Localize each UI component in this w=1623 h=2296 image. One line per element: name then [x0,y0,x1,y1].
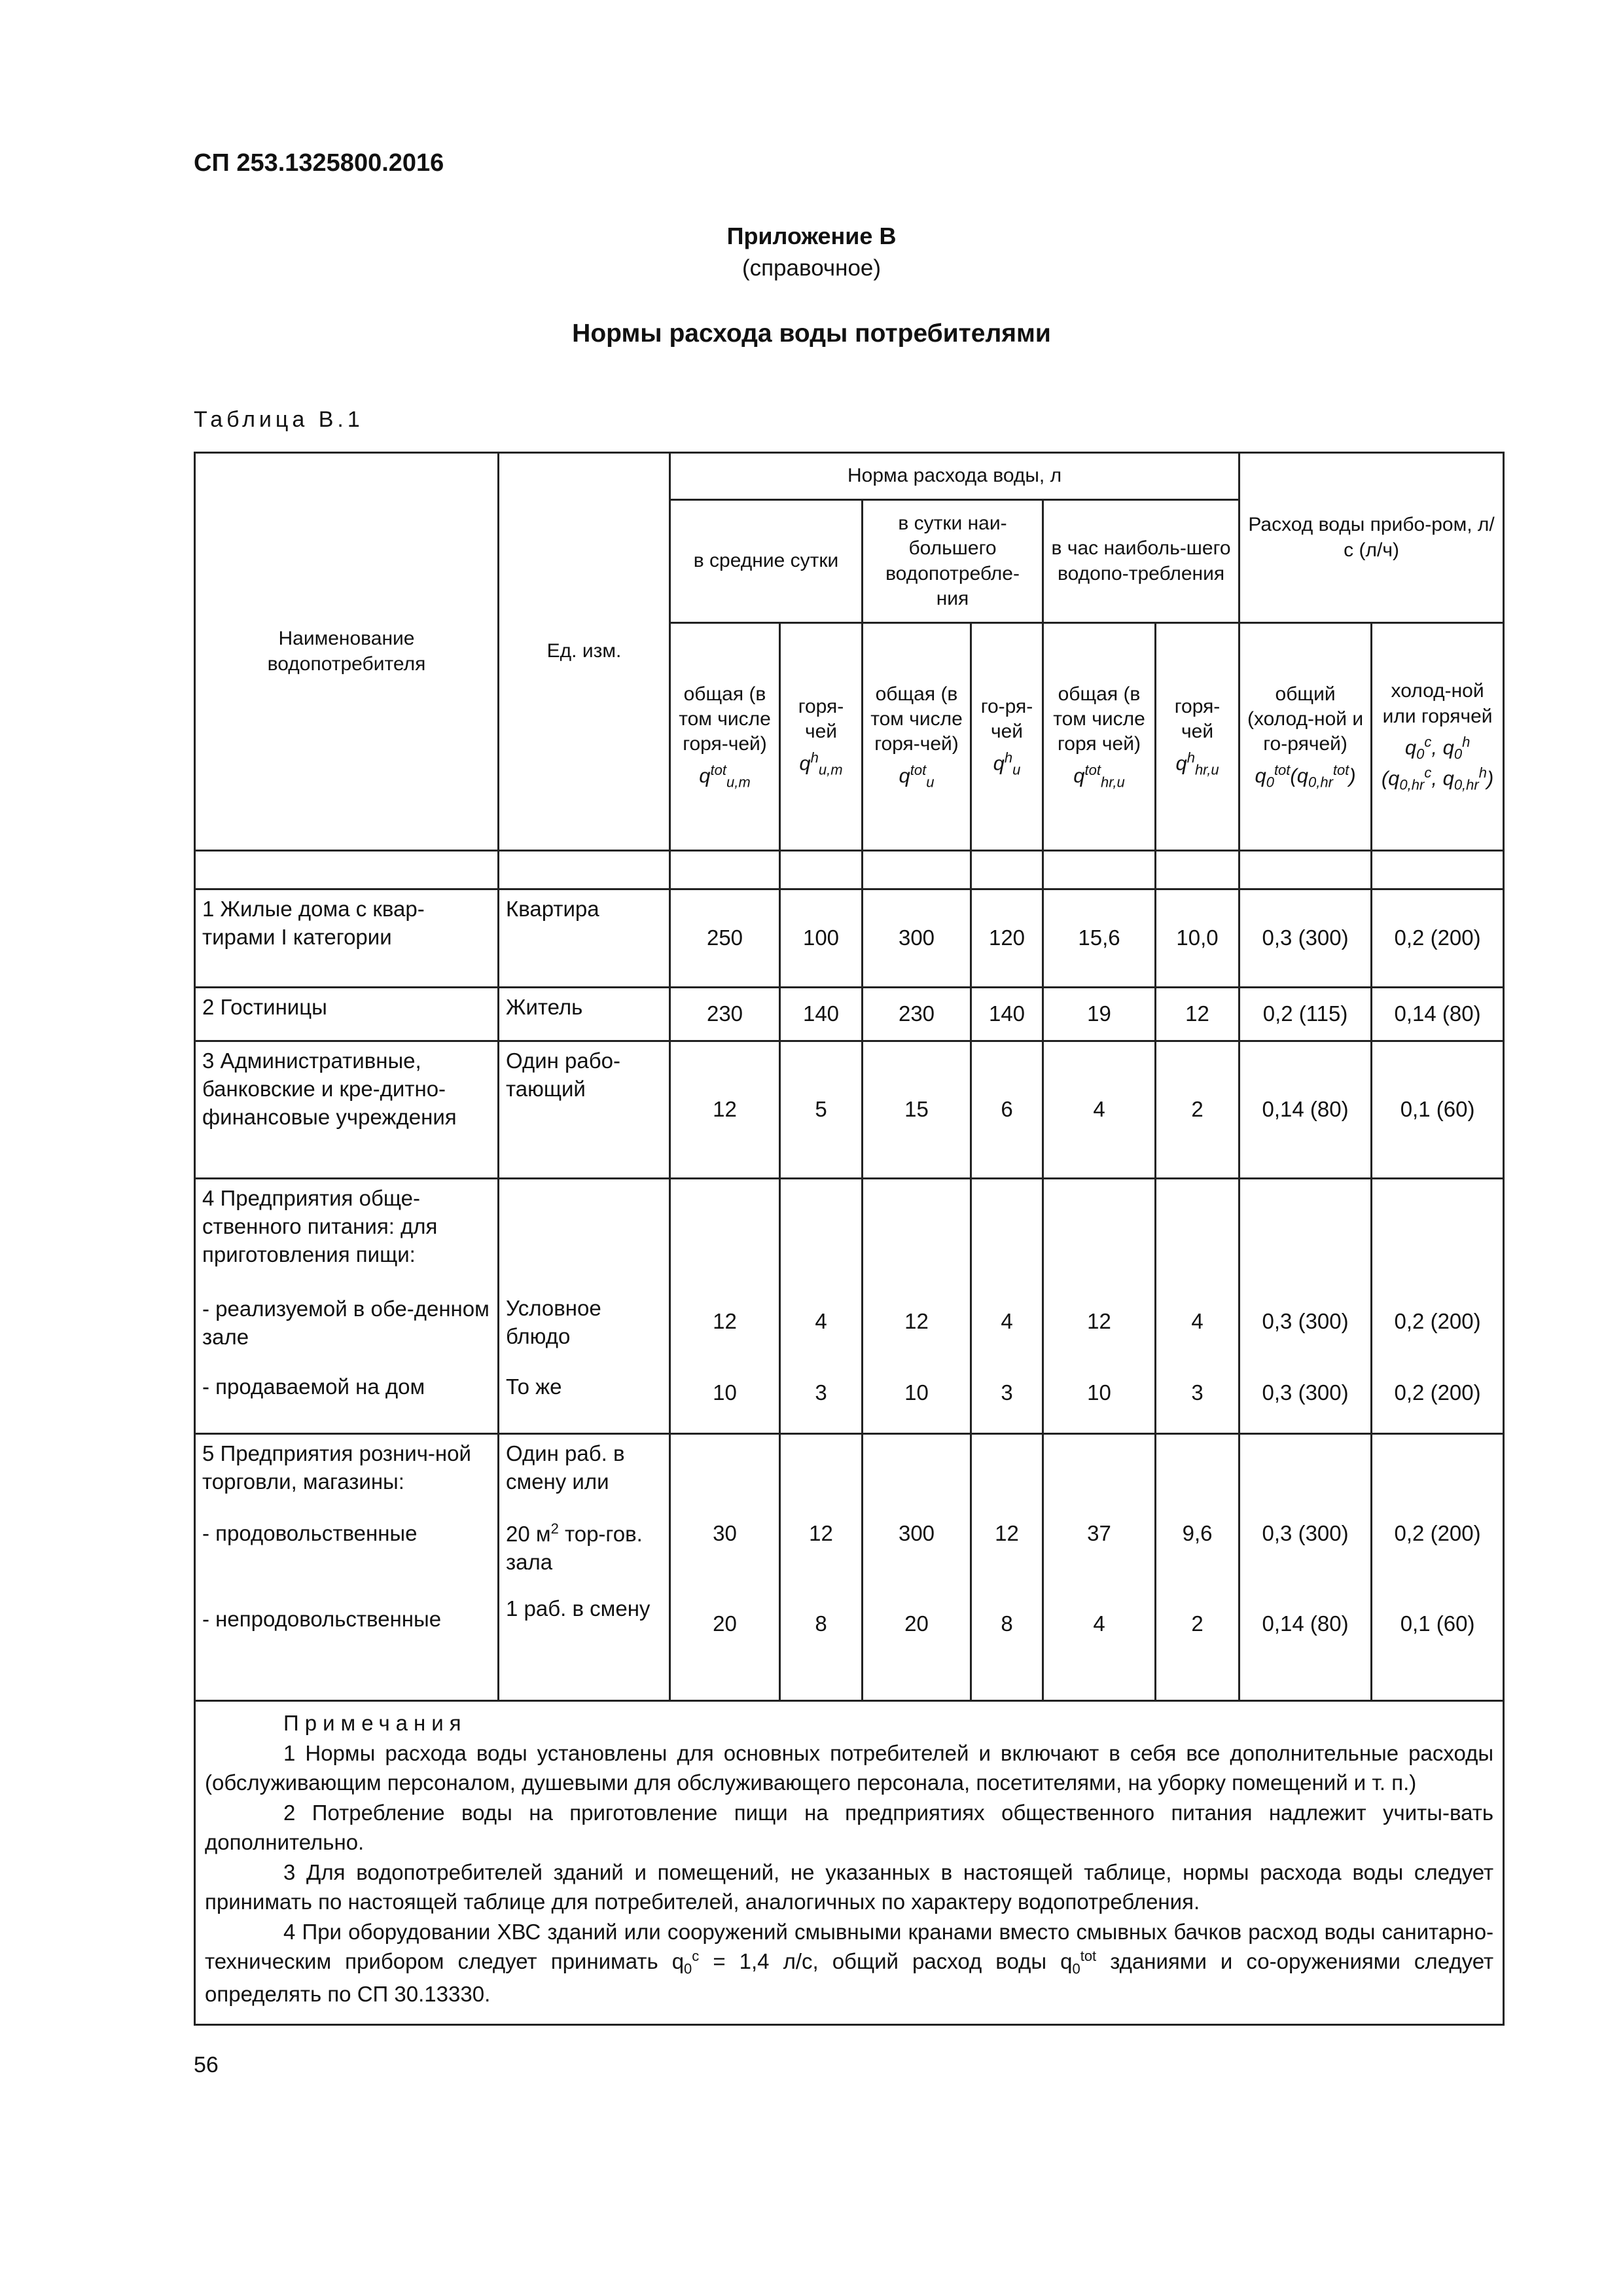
symbol-q-tot-hru: $q^{tot}_{hr,u}$ [1073,761,1125,791]
subitem-unit: Условное блюдо [506,1296,601,1348]
cell-value-stack: 4 3 [780,1179,863,1434]
symbol-q-h-u: $q^h_u$ [993,749,1021,778]
subitem-unit: 20 $м^2$ тор-гов. зала [506,1520,643,1574]
row-name [195,1434,499,1701]
header-norm-group: Норма расхода воды, л [670,453,1240,500]
row-name: 3 Административные, банковские и кре-дитно-финансовые учреждения [195,1041,499,1179]
row-name [195,1179,499,1434]
table-row-group-4 [195,1179,1504,1434]
cell-value: 0,2 (200) [1372,889,1504,988]
table-row [195,889,1504,988]
table-row-group-5 [195,1434,1504,1701]
row-unit [499,1434,670,1701]
header-total-maxday: общая (в том числе горя-чей) $q^{tot}_u$ [863,623,971,851]
cell-value: 230 [863,988,971,1041]
cell-value-stack: 4 3 [1156,1179,1240,1434]
cell-value-stack: 0,2 (200) 0,1 (60) [1372,1434,1504,1701]
symbol-q0-c-h: $q_0^c$, $q_0^h$ ($q_{0,hr}^c$, $q_{0,hr}^h$) [1381,734,1494,793]
cell-value: 0,2 (115) [1240,988,1372,1041]
note-1: 1 Нормы расхода воды установлены для основных потребителей и включают в себя все дополнительные расходы (обслуживающим персоналом, душевыми для обслуживающего персонала, посетителями, на уборку помещений и т. п.) [205,1740,1494,1795]
group-unit: Один раб. в смену или [506,1441,625,1494]
header-hot-maxhour: горя-чей $q^h_{hr,u}$ [1156,623,1240,851]
header-consumer-name: Наименование водопотребителя [195,453,499,851]
cell-value-stack: 30 20 [670,1434,780,1701]
cell-value: 10,0 [1156,889,1240,988]
cell-value-stack: 9,6 2 [1156,1434,1240,1701]
cell-value-stack: 0,2 (200) 0,2 (200) [1372,1179,1504,1434]
subitem-name: - продаваемой на дом [202,1374,425,1399]
appendix-heading: Нормы расхода воды потребителями [572,319,1051,348]
header-avg-day: в средние сутки [670,500,863,623]
document-code: СП 253.1325800.2016 [194,149,444,177]
symbol-q0-tot: $q_0^{tot}(q_{0,hr}^{tot})$ [1255,761,1356,791]
cell-value-stack: 12 10 [670,1179,780,1434]
cell-value: 2 [1156,1041,1240,1179]
cell-value: 300 [863,889,971,988]
cell-value: 120 [971,889,1043,988]
cell-value: 4 [1043,1041,1156,1179]
header-hot-maxday: го-ря-чей $q^h_u$ [971,623,1043,851]
cell-value: 0,14 (80) [1240,1041,1372,1179]
subitem-unit: То же [506,1374,562,1399]
cell-value: 140 [971,988,1043,1041]
cell-value-stack: 12 8 [971,1434,1043,1701]
cell-value: 15 [863,1041,971,1179]
note-4: 4 При оборудовании ХВС зданий или сооружений смывными кранами вместо смывных бачков расход воды санитарно-техническим прибором следует принимать $q_0^c = 1,4$ л/с, общий расход воды $q_0^{tot}$ зданиями и со-оружениями следует определять по СП 30.13330. [205,1919,1494,2007]
header-device-flow: Расход воды прибо-ром, л/с (л/ч) [1240,453,1504,623]
cell-value: 5 [780,1041,863,1179]
header-hot-avg: горя-чей $q^h_{u,m}$ [780,623,863,851]
row-unit: Квартира [499,889,670,988]
cell-value: 12 [670,1041,780,1179]
cell-value: 19 [1043,988,1156,1041]
row-unit: Один рабо-тающий [499,1041,670,1179]
cell-value-stack: 0,3 (300) 0,14 (80) [1240,1434,1372,1701]
header-unit: Ед. изм. [499,453,670,851]
cell-value: 100 [780,889,863,988]
header-total-maxhour: общая (в том числе горя чей) $q^{tot}_{hr,u}$ [1043,623,1156,851]
cell-value: 0,1 (60) [1372,1041,1504,1179]
table-notes [195,1701,1504,2025]
notes-title: Примечания [283,1711,467,1735]
cell-value: 15,6 [1043,889,1156,988]
appendix-subtitle: (справочное) [741,255,882,281]
symbol-q-tot-u: $q^{tot}_u$ [899,761,935,791]
symbol-q-tot-um: $q^{tot}_{u,m}$ [699,761,751,791]
row-unit [499,1179,670,1434]
cell-value: 140 [780,988,863,1041]
row-unit: Житель [499,988,670,1041]
symbol-q-h-hru: $q^h_{hr,u}$ [1175,749,1219,778]
group-title: 5 Предприятия рознич-ной торговли, магазины: [202,1441,471,1494]
cell-value: 0,3 (300) [1240,889,1372,988]
subitem-name: - реализуемой в обе-денном зале [202,1296,490,1349]
cell-value: 0,14 (80) [1372,988,1504,1041]
table-caption: Таблица В.1 [194,407,364,432]
header-max-hour: в час наиболь-шего водопо-требления [1043,500,1240,623]
cell-value: 6 [971,1041,1043,1179]
header-max-day: в сутки наи-большего водопотребле-ния [863,500,1043,623]
cell-value-stack: 12 8 [780,1434,863,1701]
subitem-name: - непродовольственные [202,1606,442,1631]
header-device-total: общий (холод-ной и го-рячей) $q_0^{tot}(q_{0,hr}^{tot})$ [1240,623,1372,851]
cell-value-stack: 12 10 [1043,1179,1156,1434]
subitem-name: - продовольственные [202,1520,418,1545]
row-name: 1 Жилые дома с квар-тирами I категории [195,889,499,988]
cell-value-stack: 4 3 [971,1179,1043,1434]
note-2: 2 Потребление воды на приготовление пищи на предприятиях общественного питания надлежит учиты-вать дополнительно. [205,1800,1494,1855]
table-row [195,988,1504,1041]
cell-value-stack: 37 4 [1043,1434,1156,1701]
page-number: 56 [194,2053,219,2077]
cell-value-stack: 0,3 (300) 0,3 (300) [1240,1179,1372,1434]
cell-value: 12 [1156,988,1240,1041]
cell-value-stack: 12 10 [863,1179,971,1434]
note-3: 3 Для водопотребителей зданий и помещений, не указанных в настоящей таблице, нормы расхода воды следует принимать по настоящей таблице для потребителей, аналогичных по характеру водопотребления. [205,1859,1494,1914]
cell-value-stack: 300 20 [863,1434,971,1701]
appendix-title: Приложение В [726,223,897,249]
subitem-unit: 1 раб. в смену [506,1596,651,1621]
cell-value: 250 [670,889,780,988]
water-norms-table [194,452,1505,2026]
header-total-avg: общая (в том числе горя-чей) $q^{tot}_{u,m}$ [670,623,780,851]
cell-value: 230 [670,988,780,1041]
header-device-cold-hot: холод-ной или горячей $q_0^c$, $q_0^h$ ($q_{0,hr}^c$, $q_{0,hr}^h$) [1372,623,1504,851]
symbol-q-h-um: $q^h_{u,m}$ [799,749,843,778]
table-row [195,1041,1504,1179]
group-title: 4 Предприятия обще-ственного питания: для приготовления пищи: [202,1186,438,1266]
row-name: 2 Гостиницы [195,988,499,1041]
